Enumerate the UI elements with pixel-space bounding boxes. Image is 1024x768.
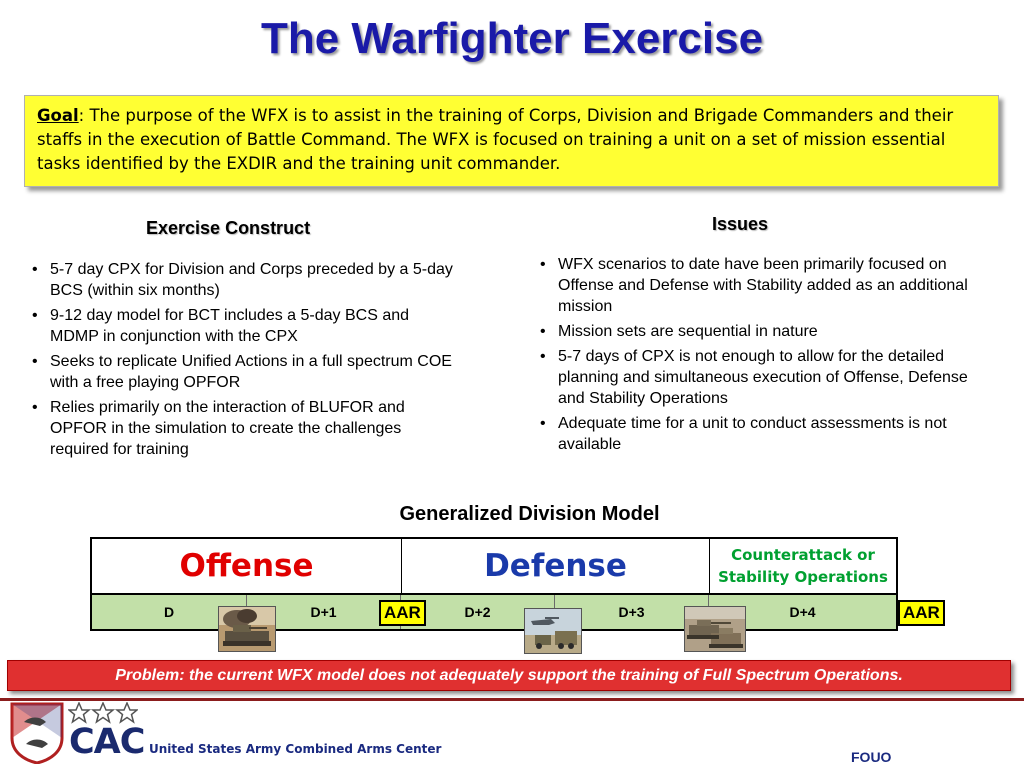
issues-item: • WFX scenarios to date have been primarily focused on Offense and Defense with Stability added as an additional mission	[538, 254, 974, 317]
tank-smoke-photo-icon	[218, 606, 276, 652]
classification-marking: FOUO	[851, 749, 892, 765]
issues-item: • 5-7 days of CPX is not enough to allow for the detailed planning and simultaneous execution of Offense, Defense and Stability Operations	[538, 346, 974, 409]
aar-badge: AAR	[379, 600, 426, 626]
footer-org-name: United States Army Combined Arms Center	[149, 742, 442, 756]
cac-logo-text: CAC	[69, 722, 145, 762]
issues-heading: Issues	[712, 214, 769, 234]
day-cell: D+1	[247, 595, 401, 629]
construct-item: • Seeks to replicate Unified Actions in a full spectrum COE with a free playing OPFOR	[30, 351, 460, 393]
tanks-photo-icon	[684, 606, 746, 652]
construct-item: • 9-12 day model for BCT includes a 5-day BCS and MDMP in conjunction with the CPX	[30, 305, 460, 347]
three-stars-icon	[68, 702, 138, 724]
issues-item: • Adequate time for a unit to conduct assessments is not available	[538, 413, 974, 455]
phase-row	[90, 537, 898, 595]
construct-list	[30, 259, 460, 464]
issues-list	[538, 254, 974, 459]
day-cell: D	[92, 595, 247, 629]
model-title: Generalized Division Model	[399, 503, 660, 525]
day-cell: D+2	[401, 595, 555, 629]
goal-text: : The purpose of the WFX is to assist in the training of Corps, Division and Brigade Commanders and their staffs in the execution of Battle Command. The WFX is focused on training a unit on a set of mission essential tasks identified by the EXDIR and the training unit commander.	[37, 106, 954, 173]
day-row	[90, 595, 898, 631]
cac-shield-icon	[10, 702, 64, 764]
goal-label: Goal	[37, 106, 79, 125]
phase-defense: Defense	[402, 539, 710, 593]
aar-badge: AAR	[898, 600, 945, 626]
construct-heading: Exercise Construct	[146, 218, 311, 238]
issues-item: • Mission sets are sequential in nature	[538, 321, 974, 342]
slide-title: The Warfighter Exercise	[260, 14, 764, 63]
day-cell: D+3	[555, 595, 709, 629]
construct-item: • Relies primarily on the interaction of BLUFOR and OPFOR in the simulation to create the challenges required for training	[30, 397, 460, 460]
problem-banner: Problem: the current WFX model does not adequately support the training of Full Spectrum Operations.	[7, 660, 1011, 691]
goal-box	[24, 95, 999, 187]
phase-counter: Counterattack or Stability Operations	[718, 546, 888, 586]
construct-item: • 5-7 day CPX for Division and Corps preceded by a 5-day BCS (within six months)	[30, 259, 460, 301]
phase-offense: Offense	[92, 539, 402, 593]
vehicles-photo-icon	[524, 608, 582, 654]
day-cell: D+4	[789, 604, 816, 620]
footer-divider	[0, 698, 1024, 701]
